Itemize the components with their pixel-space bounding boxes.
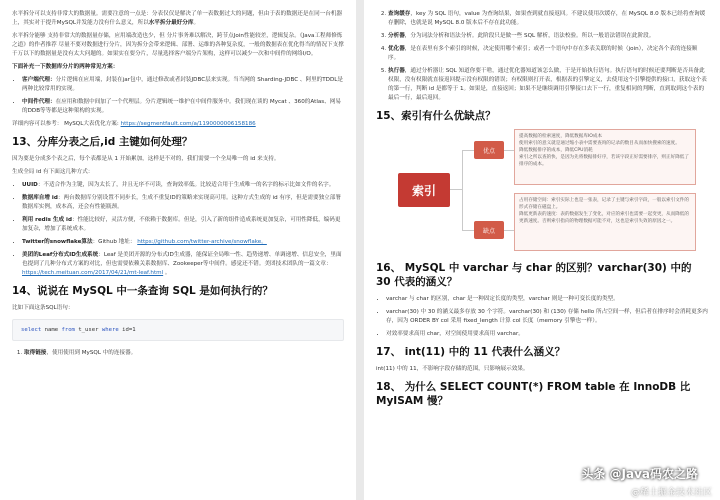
connector-line: [504, 230, 514, 231]
list-item: • varchar(30) 中 30 的涵义最多存放 30 个字符。varchar(30) 和 (130) 存储 hello 所占空间一样，但后者在排序时会消耗更多内存，因为 ORDER BY col 采用 fixed_length 计算 col 长度（memory 引擎也一样）。: [386, 308, 708, 326]
index-pros-cons-diagram: [398, 129, 698, 253]
paragraph-sharding-intro: 下面补充一下数据库分片的两种常见方案：: [12, 64, 119, 70]
list-item: 1. 取得链接，使用使用到 MySQL 中的连接器。: [24, 349, 344, 358]
sharding-list: [12, 76, 344, 116]
page-gap: [356, 0, 364, 500]
watermark-sub: @稀土掘金技术社区: [630, 488, 712, 498]
pros-box: 提高数据的检索速度，降低数据库IO成本 使用索引的意义就是通过缩小表中需要查询的记录的数目从而加快搜索的速度。 降低数据排序的成本，降低CPU消耗 索引之所以查的快，是因为先将数据排好序，若该字段正好需要排序，则正好降低了排序的成本。: [514, 129, 696, 185]
list-item: • 利用 redis 生成 id：性能比较好，灵活方便，不依赖于数据库。但是，引入了新的组件造成系统更加复杂，可用性降低，编码更加复杂，增加了系统成本。: [22, 216, 344, 234]
reference-line: 详细内容可以参考： MySQL大表优化方案: https://segmentfault.com/a/1190000006158186: [12, 121, 256, 127]
paragraph-horizontal-split: 水平拆分可以支持非常大的数据量。需要注意的一点是：分表仅仅是解决了单一表数据过大的问题，但由于表的数据还是在同一台机器上，其实对于提升MySQL并发能力没有什么意义，所以水平拆分最好分库。: [12, 11, 343, 26]
left-page: [0, 0, 356, 500]
snowflake-link[interactable]: https://github.com/twitter-archive/snowflake。: [137, 239, 267, 245]
right-page: [364, 0, 720, 500]
list-item: • Twitter的snowflake算法：Github 地址： https://github.com/twitter-archive/snowflake。: [22, 238, 344, 247]
list-item: • 数据库自增 id：两台数据库分别设置不同步长，生成不重复ID的策略来实现高可用。这种方式生成的 id 有序，但是需要独立部署数据库实例，成本高，还会有性能瓶颈。: [22, 194, 344, 212]
paragraph-13a: 因为要是分成多个表之后，每个表都是从 1 开始累加，这样是不对的，我们需要一个全局唯一的 id 来支持。: [12, 156, 280, 162]
list-item: 3. 分析器，分为词法分析和语法分析。此阶段只是做一些 SQL 解析，语法校验。所以一般语法错误在此阶段。: [388, 32, 708, 41]
diagram-pros-node: 优点: [474, 141, 504, 159]
list-item: • 美团的Leaf分布式ID生成系统：Leaf 是美团开源的分布式ID生成器，能保证全局唯一性、趋势递增、单调递增、信息安全，里面也提到了几种分布式方案的对比，但也需要依赖关系数据库、Zookeeper等中间件。感觉还不错。美团技术团队的一篇文章：https://tech.meituan.com/2017/04/21/mt-leaf.html 。: [22, 251, 344, 278]
paragraph-14: 比如下面这条SQL语句：: [12, 305, 74, 311]
paragraph-13b: 生成全局 id 有下面这几种方式：: [12, 169, 94, 175]
list-item: • 中间件代理：在应用和数据中间加了一个代理层。分片逻辑统一维护在中间件服务中。我们现在谈的 Mycat 、360的Atlas、网易的DDB等等都是这种架构的实现。: [22, 98, 344, 116]
cons-box: 占用存储空间：索引实际上也是一张表，记录了主键与索引字段，一般以索引文件的形式存储在磁盘上。 降低更新表的速度：表的数据发生了变化，对应的索引也需要一起变更，从而降低的更新速度。否则索引指向的物理数据可能不对，这也是索引失效的原因之一。: [514, 193, 696, 251]
connector-line: [462, 150, 463, 230]
varchar-list: [376, 295, 708, 339]
list-item: • varchar 与 char 的区别，char 是一种固定长度的类型，varchar 则是一种可变长度的类型。: [386, 295, 708, 304]
diagram-cons-node: 缺点: [474, 221, 504, 239]
connector-line: [462, 150, 474, 151]
list-item: • UUID：不适合作为主键，因为太长了，并且无序不可读，查询效率低。比较适合用于生成唯一的名字的标示比如文件的名字。: [22, 181, 344, 190]
heading-13: 13、分库分表之后,id 主键如何处理？: [12, 136, 193, 148]
sql-code-block: select name from t_user where id=1: [12, 319, 344, 341]
execution-steps-start: [12, 349, 344, 358]
heading-15: 15、索引有什么优缺点？: [376, 110, 496, 122]
diagram-core-node: 索引: [398, 173, 450, 207]
execution-steps: [376, 10, 708, 103]
list-item: • 客户端代理：分片逻辑在应用端，封装在jar包中，通过修改或者封装JDBC层来实现。当当网的 Sharding-JDBC 、阿里的TDDL是两种比较常用的实现。: [22, 76, 344, 94]
heading-18: 18、 为什么 SELECT COUNT(*) FROM table 在 InnoDB 比 MyISAM 慢？: [376, 381, 691, 407]
list-item: 5. 执行器，通过分析器让 SQL 知道你要干啥，通过优化器知道该怎么做，于是开始执行语句。执行语句的时候还要判断是否具备此权限，没有权限就直接返回提示没有权限的错误；有权限则打开表，根据表的引擎定义，去使用这个引擎提供的接口，获取这个表的第一行，判断 id 是都等于 1。如果是，直接返回；如果不是继续调用引擎接口去下一行，重复相同的判断，直到取到这个表的最后一行，最后返回。: [388, 67, 708, 103]
connector-line: [450, 189, 462, 190]
watermark: 头条 @Java码农之路: [581, 467, 698, 481]
list-item: 4. 优化器，是在表里有多个索引的时候，决定使用哪个索引；或者一个语句中存在多表关联的时候（join），决定各个表的连接顺序。: [388, 45, 708, 63]
paragraph-split-cost: 水平拆分能够 支持非常大的数据量存储，应用端改造也少，但 分片事务难以解决，跨节点Join性能较差，逻辑复杂。《Java工程师修炼之道》的作者推荐 尽量不要对数据进行分片，因为拆分会带来逻辑、部署、运维的各种复杂度，一般的数据表在优化得当的情况下支撑千万以下的数据量是没有太大问题的。如果实在要分片，尽量选择客户端分片架构，这样可以减少一次和中间件的网络I/O。: [12, 33, 344, 57]
connector-line: [462, 230, 474, 231]
list-item: 2. 查询缓存，key 为 SQL 语句，value 为查询结果，如果查到就直接返回。不建议使用次缓存，在 MySQL 8.0 版本已经将查询缓存删除，也就是说 MySQL 8.0 版本后不存在此功能。: [388, 10, 708, 28]
paragraph-17: int(11) 中的 11，不影响字段存储的范围，只影响展示效果。: [376, 366, 529, 372]
leaf-link[interactable]: https://tech.meituan.com/2017/04/21/mt-leaf.html: [22, 270, 164, 276]
heading-17: 17、 int(11) 中的 11 代表什么涵义？: [376, 346, 566, 358]
heading-16: 16、 MySQL 中 varchar 与 char 的区别？varchar(30) 中的 30 代表的涵义？: [376, 262, 692, 288]
list-item: • 对效率要求高用 char，对空间使用要求高用 varchar。: [386, 330, 708, 339]
heading-14: 14、说说在 MySQL 中一条查询 SQL 是如何执行的？: [12, 285, 273, 297]
reference-link[interactable]: https://segmentfault.com/a/1190000006158186: [120, 121, 256, 127]
id-generation-list: [12, 181, 344, 278]
connector-line: [504, 150, 514, 151]
